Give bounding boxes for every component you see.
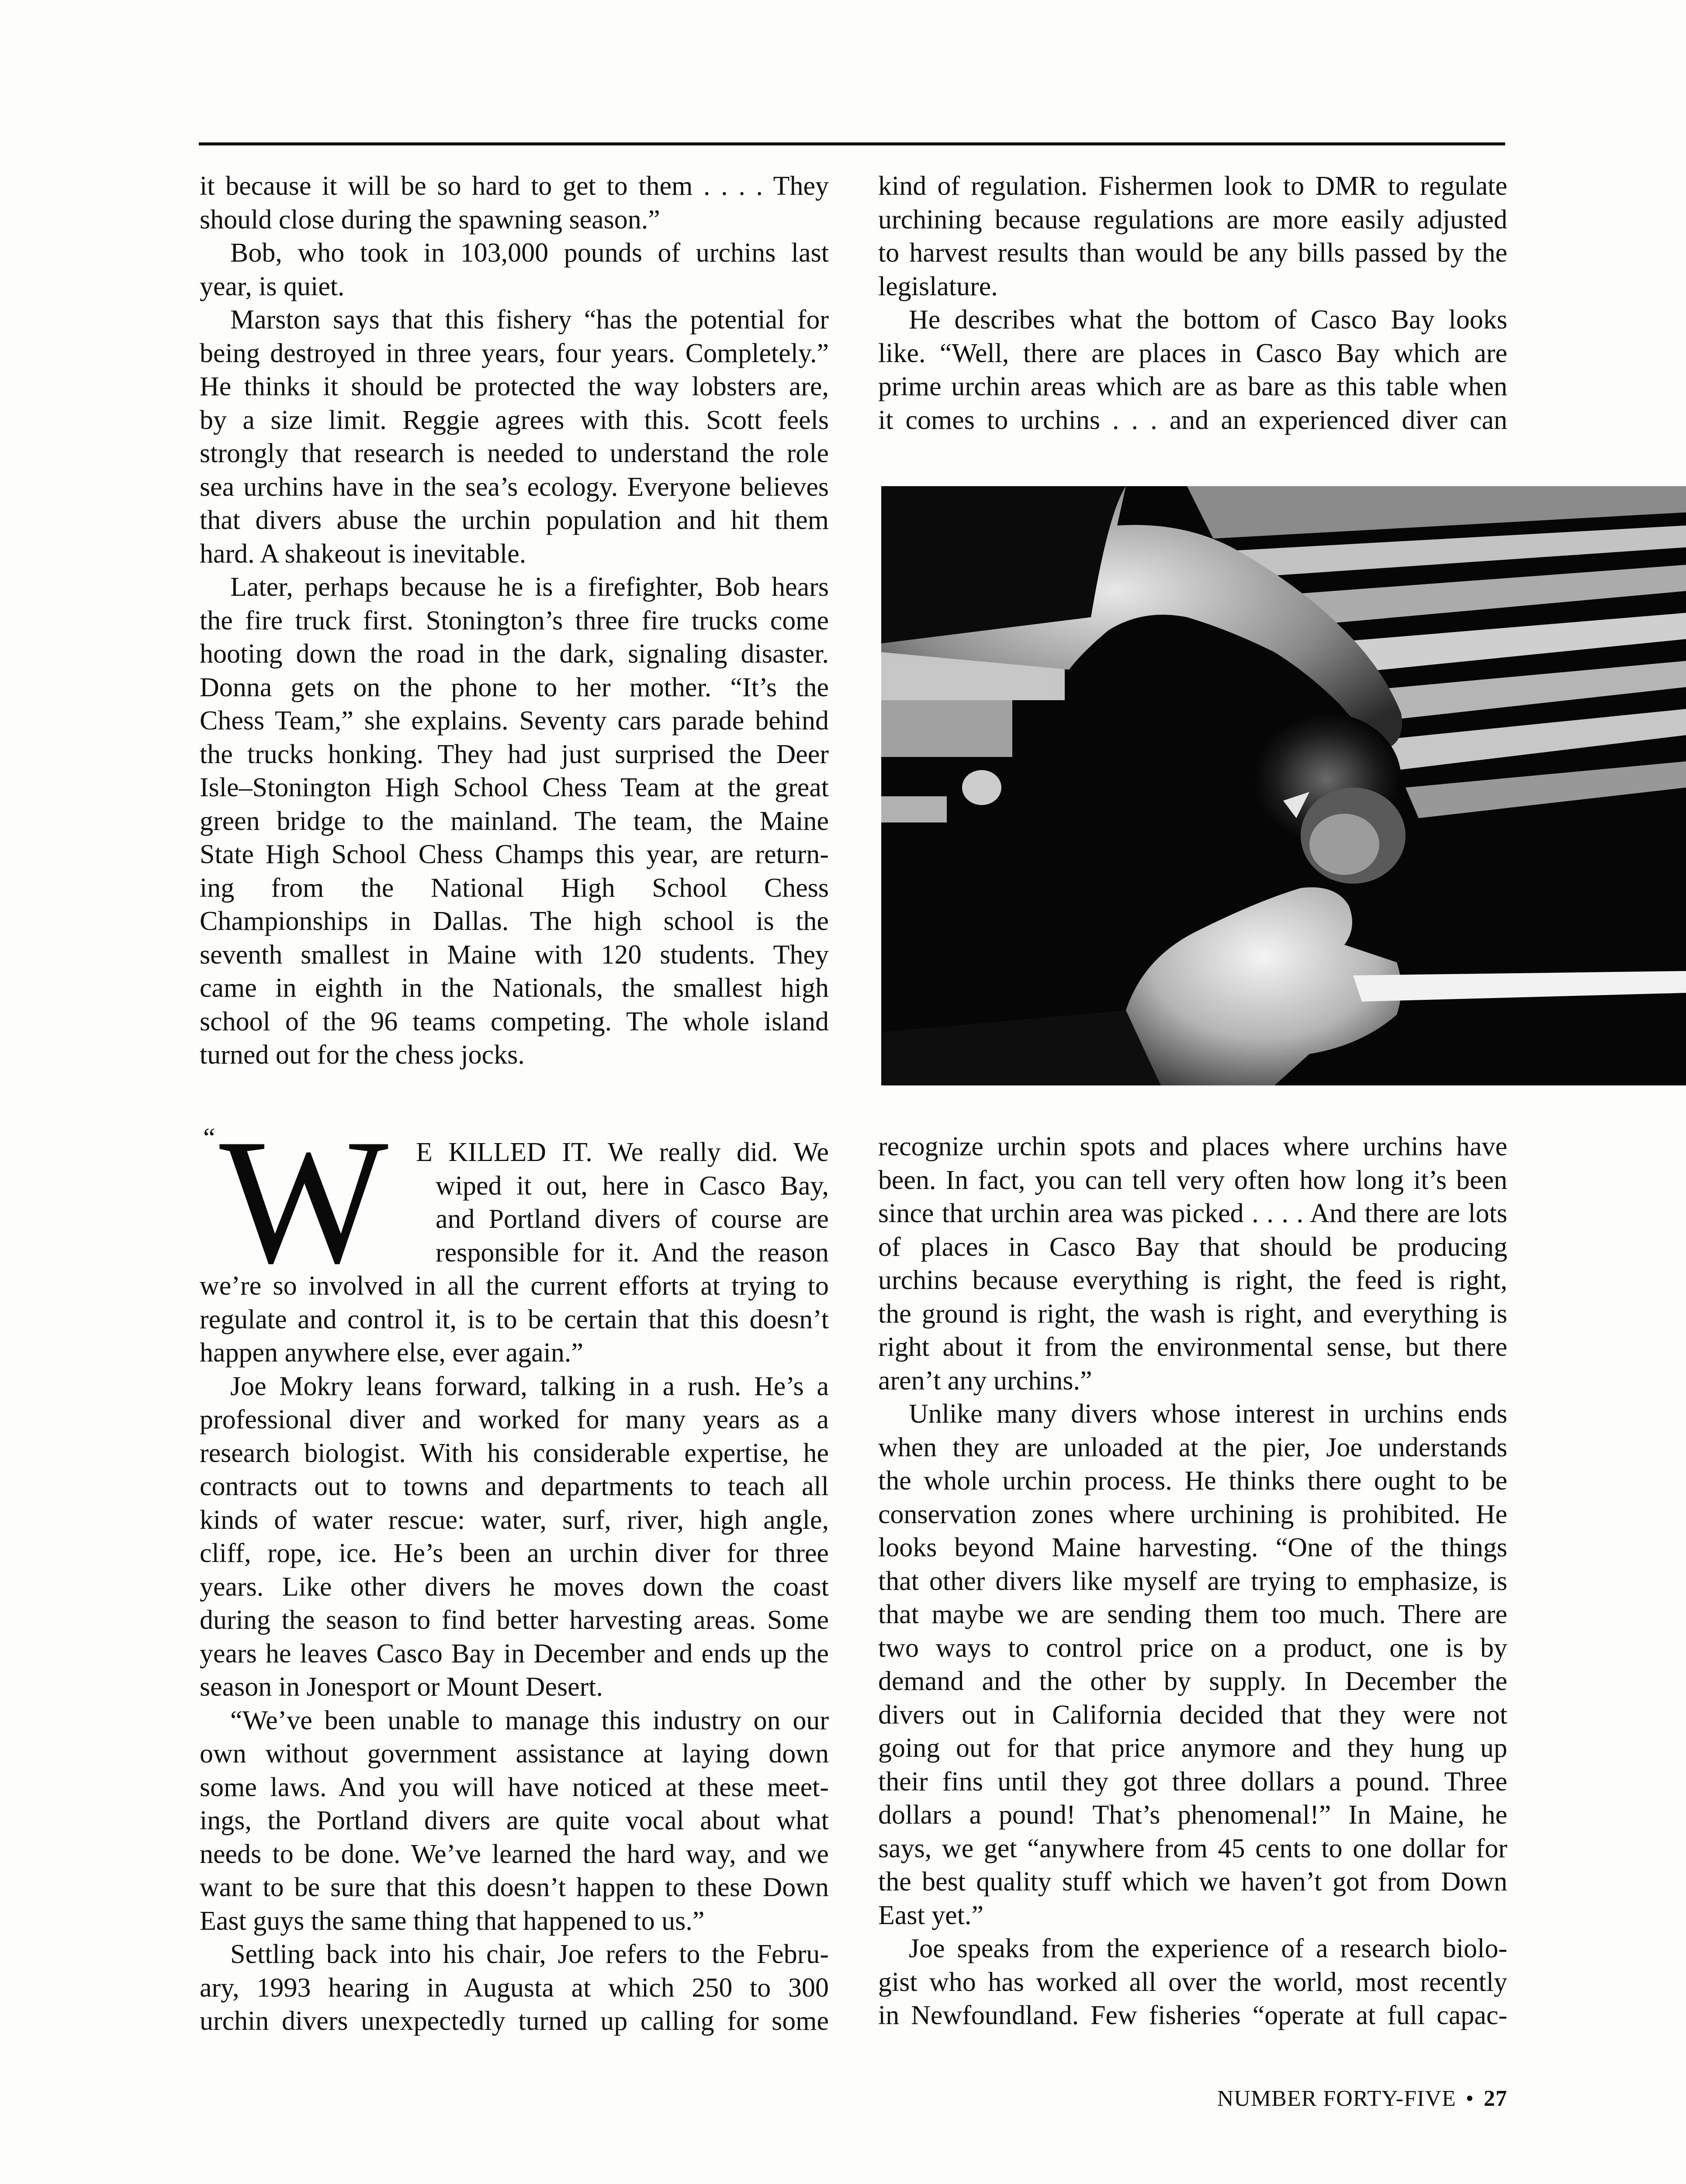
text-line: Joe speaks from the experience of a research biolo- — [909, 1934, 1507, 1963]
paragraph — [878, 1932, 1507, 2032]
text-line: aren’t any urchins.” — [878, 1365, 1092, 1396]
text-line: that maybe we are sending them too much. There are — [878, 1600, 1507, 1629]
column-left-bottom-body — [200, 1269, 829, 2038]
dropcap-line: wiped it out, here in Casco Bay, — [436, 1171, 829, 1201]
text-line: East yet.” — [878, 1900, 984, 1930]
text-line: urchining because regulations are more easily adjusted — [878, 204, 1507, 235]
text-line: Marston says that this fishery “has the potential for — [230, 305, 829, 335]
header-rule — [199, 142, 1505, 145]
page-footer — [1217, 2086, 1507, 2112]
text-line: been. In fact, you can tell very often how long it’s been — [878, 1165, 1507, 1195]
paragraph — [878, 1397, 1507, 1932]
text-line: recognize urchin spots and places where urchins have — [878, 1132, 1507, 1161]
text-line: happen anywhere else, ever again.” — [200, 1338, 583, 1368]
text-line: says, we get “anywhere from 45 cents to one dollar for — [878, 1833, 1507, 1863]
text-line: State High School Chess Champs this year, are return- — [200, 840, 829, 869]
paragraph — [200, 169, 829, 236]
text-line: cliff, rope, ice. He’s been an urchin diver for three — [200, 1538, 829, 1568]
text-line: right about it from the environmental sense, but there — [878, 1332, 1507, 1362]
column-left-top — [200, 169, 829, 1072]
text-line: ing from the National High School Chess — [200, 873, 829, 903]
text-line: in Newfoundland. Few fisheries “operate at full capac- — [878, 2001, 1507, 2030]
text-line: kind of regulation. Fishermen look to DMR to regulate — [878, 171, 1507, 201]
text-line: conservation zones where urchining is prohibited. He — [878, 1499, 1507, 1529]
text-line: hooting down the road in the dark, signaling disaster. — [200, 639, 829, 669]
text-line: the ground is right, the wash is right, and everything is — [878, 1299, 1507, 1329]
text-line: ings, the Portland divers are quite vocal about what — [200, 1806, 829, 1835]
text-line: some laws. And you will have noticed at these meet- — [200, 1772, 829, 1802]
text-line: two ways to control price on a product, one is by — [878, 1633, 1507, 1663]
dropcap-line: E KILLED IT. We really did. We — [416, 1137, 829, 1167]
text-line: ary, 1993 hearing in Augusta at which 250 to 300 — [200, 1973, 829, 2003]
text-line: the best quality stuff which we haven’t got from Down — [878, 1867, 1507, 1897]
text-line: He describes what the bottom of Casco Bay looks — [909, 305, 1507, 335]
text-line: the whole urchin process. He thinks there ought to be — [878, 1466, 1507, 1496]
text-line: Joe Mokry leans forward, talking in a rush. He’s a — [230, 1371, 829, 1401]
text-line: school of the 96 teams competing. The whole island — [200, 1006, 829, 1037]
text-line: own without government assistance at laying down — [200, 1739, 829, 1769]
text-line: years. Like other divers he moves down the coast — [200, 1572, 829, 1602]
column-left-bottom — [200, 1102, 829, 2038]
text-line: Isle–Stonington High School Chess Team at the great — [200, 773, 829, 802]
urchin-photo — [881, 486, 1686, 1085]
text-line: their fins until they got three dollars a pound. Three — [878, 1766, 1507, 1797]
text-line: during the season to find better harvesting areas. Some — [200, 1605, 829, 1635]
opening-quote: “ — [203, 1123, 215, 1153]
text-line: regulate and control it, is to be certain that this doesn’t — [200, 1304, 829, 1334]
text-line: should close during the spawning season.” — [200, 204, 660, 235]
text-line: dollars a pound! That’s phenomenal!” In Maine, he — [878, 1800, 1507, 1830]
text-line: want to be sure that this doesn’t happen to these Down — [200, 1873, 829, 1902]
text-line: sea urchins have in the sea’s ecology. Everyone believes — [200, 472, 829, 502]
text-line: “We’ve been unable to manage this industry on our — [230, 1705, 829, 1735]
column-right-bottom — [878, 1130, 1507, 2032]
urchin-photo-image — [881, 486, 1686, 1085]
footer-separator: • — [1465, 2086, 1474, 2111]
text-line: we’re so involved in all the current efforts at trying to — [200, 1271, 829, 1301]
text-line: divers out in California decided that they were not — [878, 1700, 1507, 1730]
text-line: East guys the same thing that happened to us.” — [200, 1906, 705, 1936]
text-line: when they are unloaded at the pier, Joe understands — [878, 1432, 1507, 1462]
text-line: the trucks honking. They had just surprised the Deer — [200, 739, 829, 769]
text-line: that other divers like myself are trying to emphasize, is — [878, 1566, 1507, 1596]
text-line: contracts out to towns and departments to teach all — [200, 1472, 829, 1501]
text-line: since that urchin area was picked . . . . And there are lots — [878, 1199, 1507, 1228]
text-line: to harvest results than would be any bills passed by the — [878, 238, 1507, 268]
text-line: Unlike many divers whose interest in urchins ends — [909, 1399, 1507, 1429]
paragraph — [200, 1704, 829, 1938]
text-line: it comes to urchins . . . and an experienced diver can — [878, 405, 1507, 435]
text-line: turned out for the chess jocks. — [200, 1040, 525, 1070]
text-line: season in Jonesport or Mount Desert. — [200, 1672, 603, 1702]
paragraph — [200, 1938, 829, 2038]
text-line: like. “Well, there are places in Casco Bay which are — [878, 338, 1507, 368]
text-line: legislature. — [878, 271, 998, 301]
text-line: seventh smallest in Maine with 120 students. They — [200, 940, 829, 970]
column-right-top — [878, 169, 1507, 437]
paragraph — [200, 570, 829, 1072]
text-line: Bob, who took in 103,000 pounds of urchins last — [230, 238, 829, 268]
paragraph — [878, 169, 1507, 303]
text-line: urchin divers unexpectedly turned up calling for some — [200, 2006, 829, 2036]
text-line: kinds of water rescue: water, surf, river, high angle, — [200, 1505, 829, 1535]
text-line: Later, perhaps because he is a firefighter, Bob hears — [230, 572, 829, 602]
text-line: Donna gets on the phone to her mother. “It’s the — [200, 672, 829, 702]
text-line: hard. A shakeout is inevitable. — [200, 539, 526, 569]
text-line: the fire truck first. Stonington’s three fire trucks come — [200, 605, 829, 636]
text-line: gist who has worked all over the world, most recently — [878, 1967, 1507, 1997]
dropcap-line: and Portland divers of course are — [436, 1204, 829, 1234]
text-line: that divers abuse the urchin population and hit them — [200, 505, 829, 535]
text-line: came in eighth in the Nationals, the smallest high — [200, 973, 829, 1003]
dropcap-letter: W — [219, 1102, 388, 1300]
text-line: professional diver and worked for many years as a — [200, 1405, 829, 1434]
text-line: of places in Casco Bay that should be producing — [878, 1232, 1507, 1262]
text-line: needs to be done. We’ve learned the hard way, and we — [200, 1839, 829, 1869]
text-line: going out for that price anymore and they hung up — [878, 1733, 1507, 1763]
text-line: by a size limit. Reggie agrees with this. Scott feels — [200, 405, 829, 435]
text-line: green bridge to the mainland. The team, the Maine — [200, 806, 829, 836]
text-line: years he leaves Casco Bay in December and ends up the — [200, 1638, 829, 1669]
paragraph — [200, 1370, 829, 1704]
text-line: urchins because everything is right, the feed is right, — [878, 1265, 1507, 1295]
text-line: Chess Team,” she explains. Seventy cars parade behind — [200, 706, 829, 736]
text-line: Championships in Dallas. The high school is the — [200, 906, 829, 936]
text-line: year, is quiet. — [200, 271, 345, 301]
text-line: demand and the other by supply. In December the — [878, 1666, 1507, 1696]
text-line: being destroyed in three years, four years. Completely.” — [200, 338, 829, 368]
text-line: strongly that research is needed to understand the role — [200, 439, 829, 468]
text-line: research biologist. With his considerable expertise, he — [200, 1438, 829, 1468]
dropcap-line: responsible for it. And the reason — [436, 1237, 829, 1268]
text-line: prime urchin areas which are as bare as this table when — [878, 372, 1507, 401]
text-line: looks beyond Maine harvesting. “One of the things — [878, 1533, 1507, 1562]
paragraph — [200, 236, 829, 303]
paragraph — [200, 303, 829, 570]
paragraph — [878, 1130, 1507, 1397]
paragraph — [878, 303, 1507, 437]
text-line: He thinks it should be protected the way lobsters are, — [200, 372, 829, 401]
page-number: 27 — [1484, 2086, 1507, 2111]
publication-issue: NUMBER FORTY-FIVE — [1217, 2086, 1456, 2111]
text-line: Settling back into his chair, Joe refers to the Febru- — [230, 1939, 829, 1969]
text-line: it because it will be so hard to get to them . . . . They — [200, 171, 829, 201]
